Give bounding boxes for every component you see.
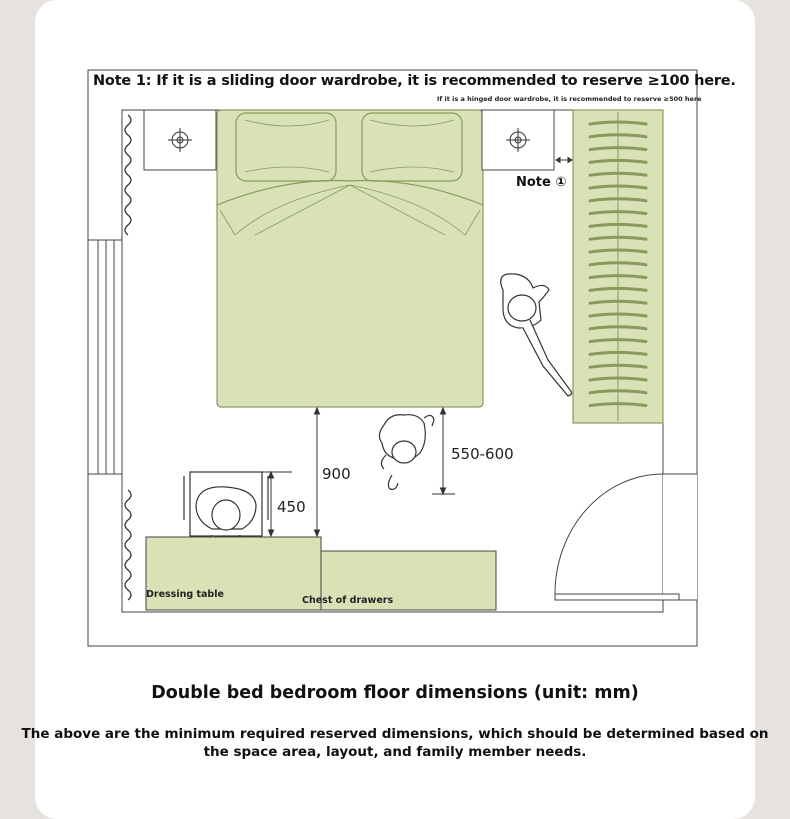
- dressing-table-label: Dressing table: [146, 589, 224, 600]
- person-icon: [379, 415, 434, 490]
- nightstand-right: [482, 110, 554, 170]
- dimension-lines: [262, 408, 455, 536]
- door-icon: [555, 448, 697, 600]
- chest-of-drawers-label: Chest of drawers: [302, 595, 394, 606]
- curtain-icon: [125, 115, 131, 235]
- clearance-arrow: [556, 158, 572, 163]
- wardrobe: [573, 110, 663, 423]
- note-reference: Note ①: [516, 175, 567, 190]
- diagram-title: Double bed bedroom floor dimensions (unit: mm): [151, 683, 639, 703]
- dimension-900: 900: [322, 465, 351, 483]
- dimension-450: 450: [277, 498, 306, 516]
- nightstand-left: [144, 110, 216, 170]
- curtain-icon: [125, 490, 131, 600]
- double-bed: [217, 110, 483, 407]
- window: [88, 240, 122, 474]
- note-1-text: Note 1: If it is a sliding door wardrobe, it is recommended to reserve ≥100 here.: [93, 73, 736, 89]
- diagram-description: The above are the minimum required reserved dimensions, which should be determined based on the space area, layout, and family member needs.: [21, 726, 769, 760]
- person-icon: [501, 274, 572, 396]
- dimension-550-600: 550-600: [451, 445, 514, 463]
- note-1-subtext: If it is a hinged door wardrobe, it is recommended to reserve ≥500 here: [437, 95, 702, 103]
